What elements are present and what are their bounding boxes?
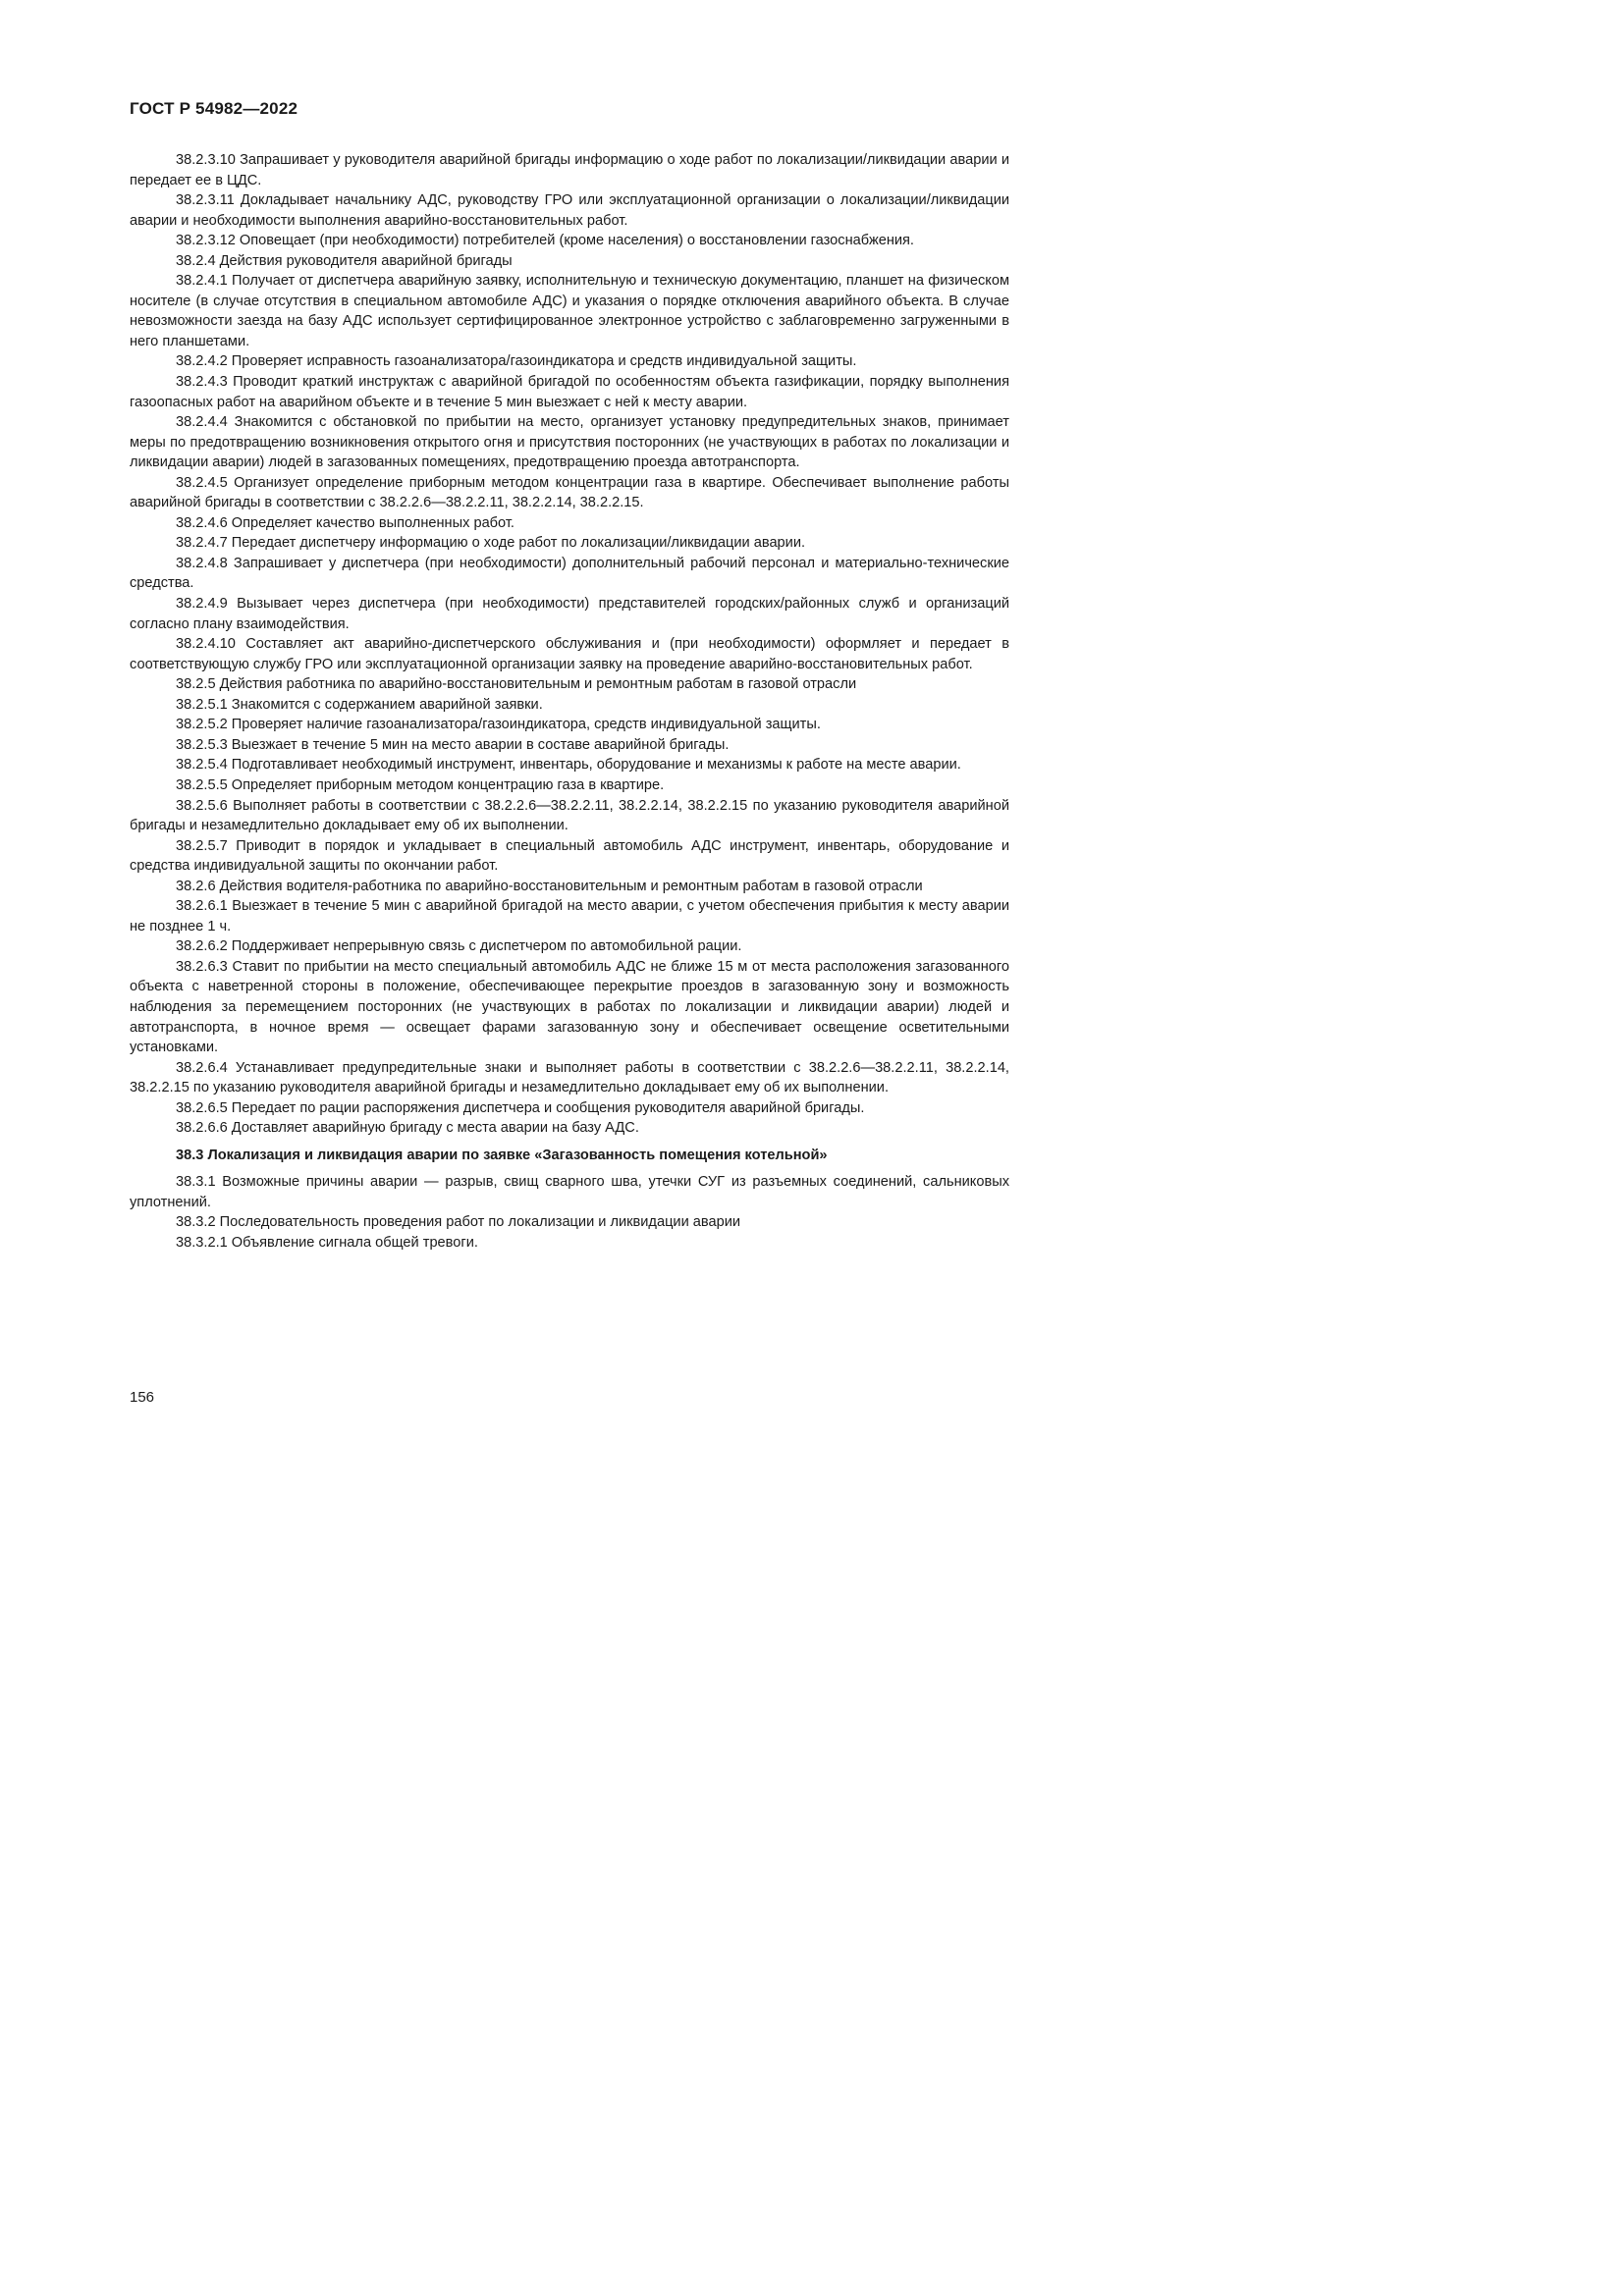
document-page [0, 0, 1080, 1527]
document-body [130, 150, 1009, 1254]
paragraph: 38.2.5.7 Приводит в порядок и укладывает в специальный автомобиль АДС инструмент, инвентарь, оборудование и средства индивидуальной защиты по окончании работ. [130, 837, 1009, 875]
paragraph: 38.2.4.10 Составляет акт аварийно-диспетчерского обслуживания и (при необходимости) оформляет и передает в соответствующую службу ГРО или эксплуатационной организации заявку на проведение аварийно-восстановительных работ. [130, 636, 1009, 672]
paragraph: 38.2.6.1 Выезжает в течение 5 мин с аварийной бригадой на место аварии, с учетом обеспечения прибытия к месту аварии не позднее 1 ч. [130, 898, 1009, 934]
paragraph: 38.2.5.3 Выезжает в течение 5 мин на место аварии в составе аварийной бригады. [176, 736, 730, 753]
paragraph: 38.2.4.5 Организует определение приборным методом концентрации газа в квартире. Обеспечивает выполнение работы аварийной бригады в соответствии с 38.2.2.6—38.2.2.11, 38.2.2.14, 38.2.2.15. [130, 474, 1009, 511]
paragraph: 38.2.6.3 Ставит по прибытии на место специальный автомобиль АДС не ближе 15 м от места расположения загазованного объекта с наветренной стороны в положение, обеспечивающее перекрытие проездов в загазованную зону и возможность наблюдения за перемещением посторонних (не участвующих в работах по локализации и ликвидации аварии) людей и автотранспорта, в ночное время — освещает фарами загазованную зону и обеспечивает освещение осветительными установками. [130, 958, 1009, 1056]
paragraph: 38.2.3.12 Оповещает (при необходимости) потребителей (кроме населения) о восстановлении газоснабжения. [176, 233, 914, 249]
paragraph: 38.2.5.4 Подготавливает необходимый инструмент, инвентарь, оборудование и механизмы к работе на месте аварии. [176, 757, 961, 774]
page-number: 156 [130, 1389, 155, 1406]
paragraph: 38.2.4.7 Передает диспетчеру информацию о ходе работ по локализации/ликвидации аварии. [176, 535, 806, 552]
paragraph: 38.2.4.6 Определяет качество выполненных работ. [176, 514, 514, 531]
paragraph: 38.2.6 Действия водителя-работника по аварийно-восстановительным и ремонтным работам в газовой отрасли [176, 878, 923, 894]
paragraph: 38.2.3.10 Запрашивает у руководителя аварийной бригады информацию о ходе работ по локализации/ликвидации аварии и передает ее в ЦДС. [130, 152, 1009, 188]
paragraph: 38.2.5.6 Выполняет работы в соответствии с 38.2.2.6—38.2.2.11, 38.2.2.14, 38.2.2.15 по указанию руководителя аварийной бригады и незамедлительно докладывает ему об их выполнении. [130, 797, 1009, 834]
paragraph: 38.2.6.6 Доставляет аварийную бригаду с места аварии на базу АДС. [176, 1120, 639, 1137]
paragraph: 38.3.1 Возможные причины аварии — разрыв, свищ сварного шва, утечки СУГ из разъемных соединений, сальниковых уплотнений. [130, 1174, 1009, 1210]
paragraph: 38.2.4 Действия руководителя аварийной бригады [176, 252, 513, 269]
paragraph: 38.2.5.1 Знакомится с содержанием аварийной заявки. [176, 696, 543, 713]
paragraph: 38.2.4.3 Проводит краткий инструктаж с аварийной бригадой по особенностям объекта газификации, порядку выполнения газоопасных работ на аварийном объекте и в течение 5 мин выезжает с ней к месту аварии. [130, 374, 1009, 410]
paragraph: 38.2.6.2 Поддерживает непрерывную связь с диспетчером по автомобильной рации. [176, 938, 742, 955]
paragraph: 38.2.4.8 Запрашивает у диспетчера (при необходимости) дополнительный рабочий персонал и материально-технические средства. [130, 555, 1009, 592]
paragraph: 38.2.5 Действия работника по аварийно-восстановительным и ремонтным работам в газовой отрасли [176, 676, 857, 693]
paragraph: 38.2.6.5 Передает по рации распоряжения диспетчера и сообщения руководителя аварийной бригады. [176, 1099, 865, 1116]
paragraph: 38.2.3.11 Докладывает начальнику АДС, руководству ГРО или эксплуатационной организации о локализации/ликвидации аварии и необходимости выполнения аварийно-восстановительных работ. [130, 192, 1009, 229]
section-heading: 38.3 Локализация и ликвидация аварии по заявке «Загазованность помещения котельной» [176, 1147, 828, 1163]
paragraph: 38.2.4.2 Проверяет исправность газоанализатора/газоиндикатора и средств индивидуальной защиты. [176, 353, 857, 370]
paragraph: 38.2.4.1 Получает от диспетчера аварийную заявку, исполнительную и техническую документацию, планшет на физическом носителе (в случае отсутствия в специальном автомобиле АДС) и указания о порядке отключения аварийного объекта. В случае невозможности заезда на базу АДС использует сертифицированное электронное устройство с заблаговременно загруженными в него планшетами. [130, 273, 1009, 349]
paragraph: 38.3.2 Последовательность проведения работ по локализации и ликвидации аварии [176, 1214, 741, 1231]
paragraph: 38.2.5.5 Определяет приборным методом концентрацию газа в квартире. [176, 776, 665, 793]
paragraph: 38.2.6.4 Устанавливает предупредительные знаки и выполняет работы в соответствии с 38.2.2.6—38.2.2.11, 38.2.2.14, 38.2.2.15 по указанию руководителя аварийной бригады и незамедлительно докладывает ему об их выполнении. [130, 1059, 1009, 1096]
paragraph: 38.3.2.1 Объявление сигнала общей тревоги. [176, 1234, 478, 1251]
paragraph: 38.2.4.4 Знакомится с обстановкой по прибытии на место, организует установку предупредительных знаков, принимает меры по предотвращению возникновения открытого огня и присутствия посторонних (не участвующих в работах по локализации и ликвидации аварии) людей в загазованных помещениях, предотвращению проезда автотранспорта. [130, 414, 1009, 471]
paragraph: 38.2.4.9 Вызывает через диспетчера (при необходимости) представителей городских/районных служб и организаций согласно плану взаимодействия. [130, 596, 1009, 632]
paragraph: 38.2.5.2 Проверяет наличие газоанализатора/газоиндикатора, средств индивидуальной защиты. [176, 717, 821, 733]
standard-id-header: ГОСТ Р 54982—2022 [130, 99, 298, 118]
